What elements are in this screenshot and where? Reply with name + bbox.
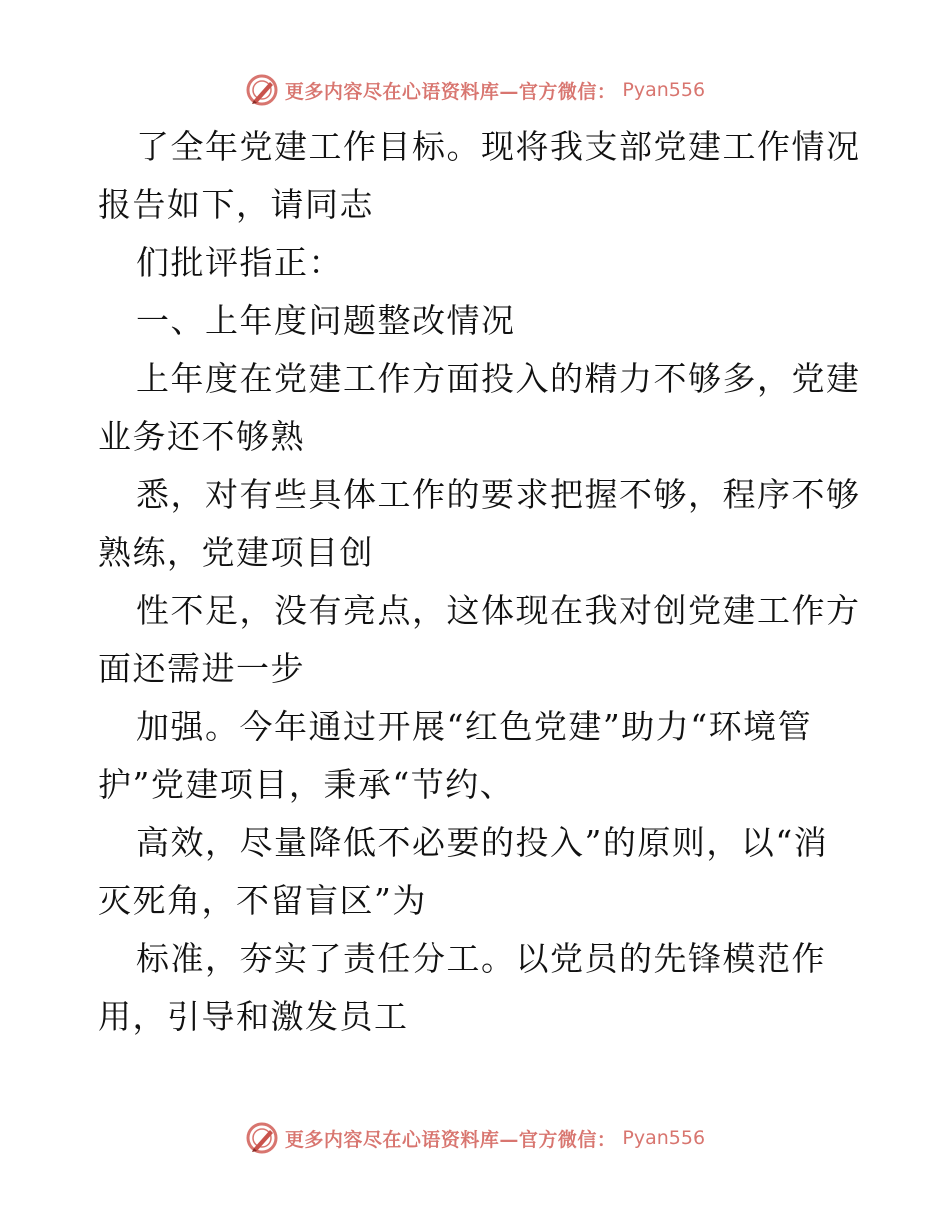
text-line: 业务还不够熟 [98,417,305,456]
text-line: 高效，尽量降低不必要的投入”的原则，以“消 [136,823,829,862]
section-heading: 一、上年度问题整改情况 [136,301,516,340]
text-line: 悉，对有些具体工作的要求把握不够，程序不够 [136,475,861,514]
text-line: 们批评指正： [136,243,343,282]
text-line: 上年度在党建工作方面投入的精力不够多，党建 [136,359,861,398]
watermark-text: 更多内容尽在心语资料库—官方微信： [284,80,617,103]
text-line: 标准，夯实了责任分工。以党员的先锋模范作 [136,939,826,978]
header-watermark [0,70,950,110]
watermark-handle: Pyan556 [622,1127,706,1149]
footer-watermark [0,1118,950,1158]
text-line: 熟练，党建项目创 [98,533,374,572]
text-line: 面还需进一步 [98,649,305,688]
text-line: 灭死角，不留盲区”为 [98,881,427,920]
pen-in-circle-icon [245,1121,279,1155]
text-line: 报告如下，请同志 [98,185,374,224]
watermark-handle: Pyan556 [622,79,706,101]
text-line: 性不足，没有亮点，这体现在我对创党建工作方 [136,591,861,630]
document-body [98,118,861,1046]
watermark-text: 更多内容尽在心语资料库—官方微信： [284,1128,617,1151]
text-line: 用，引导和激发员工 [98,997,409,1036]
text-line: 护”党建项目，秉承“节约、 [98,765,515,804]
pen-in-circle-icon [245,73,279,107]
text-line: 了全年党建工作目标。现将我支部党建工作情况 [136,127,861,166]
text-line: 加强。今年通过开展“红色党建”助力“环境管 [136,707,813,746]
